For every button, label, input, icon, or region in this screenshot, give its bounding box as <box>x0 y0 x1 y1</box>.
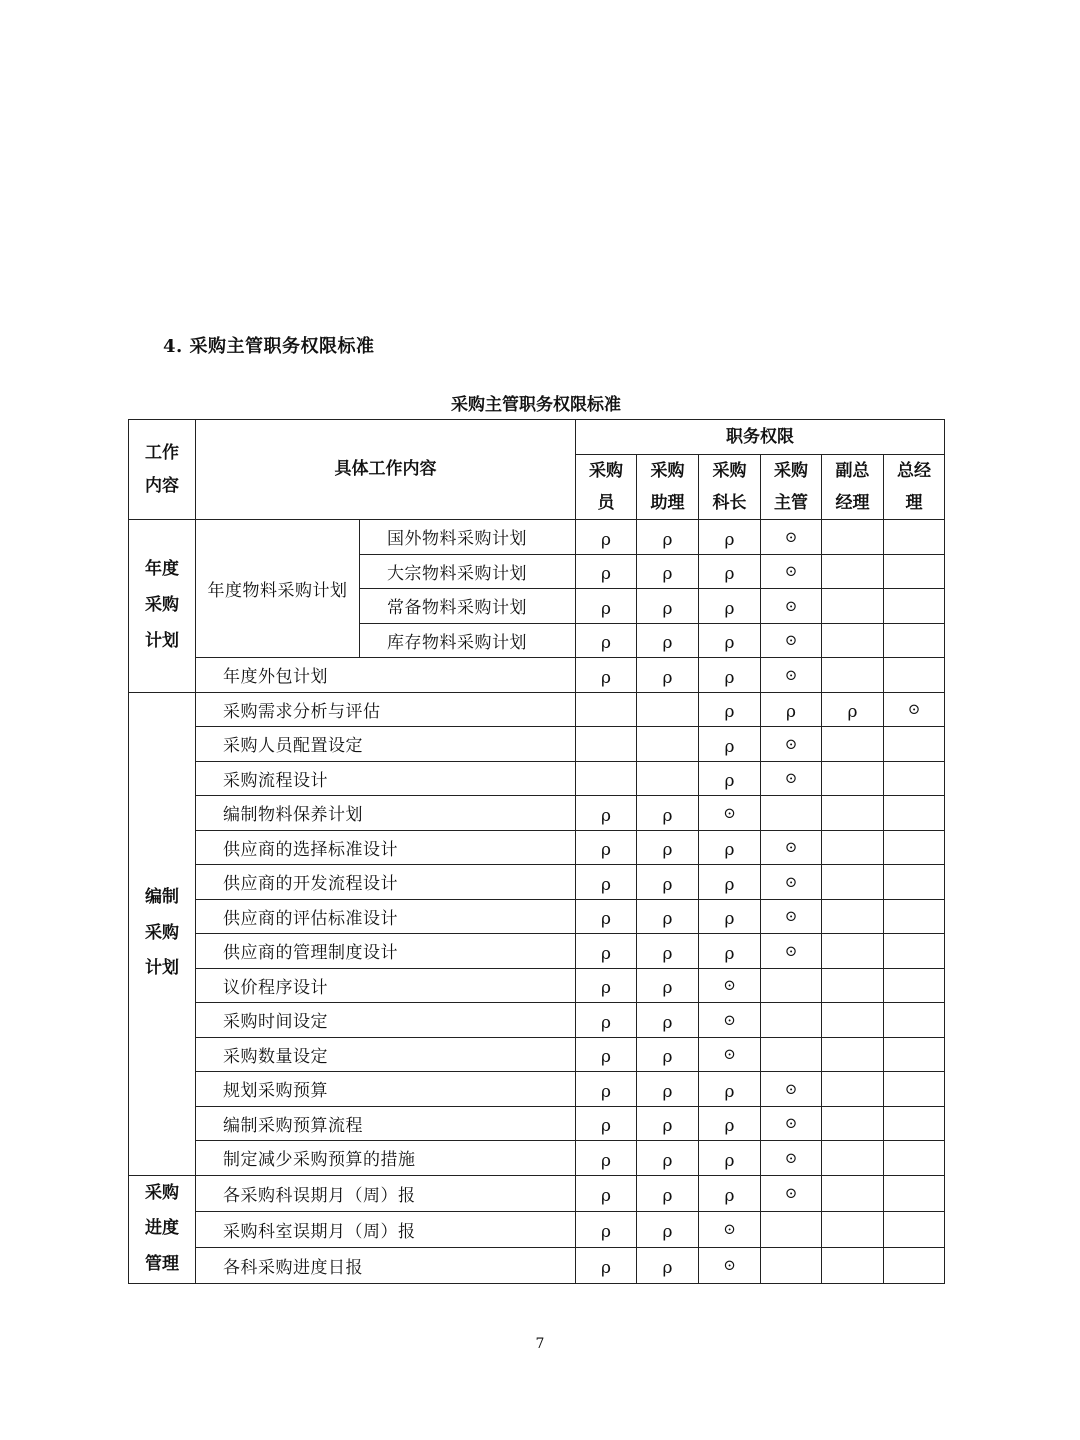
authority-mark-cell <box>761 520 822 555</box>
item-label: 采购需求分析与评估 <box>196 692 576 727</box>
item-label: 年度外包计划 <box>196 658 576 693</box>
authority-mark-cell <box>699 1141 761 1176</box>
authority-mark-cell <box>576 968 637 1003</box>
authority-mark-cell <box>699 589 761 624</box>
authority-mark-cell <box>761 1175 822 1211</box>
participate-mark: ρ <box>601 805 611 826</box>
approve-mark: ⊙ <box>784 1079 798 1098</box>
authority-mark-cell <box>884 554 945 589</box>
authority-mark-cell <box>761 1106 822 1141</box>
authority-mark-cell <box>576 761 637 796</box>
participate-mark: ρ <box>662 633 673 654</box>
authority-mark-cell <box>822 589 884 624</box>
authority-mark-cell <box>576 1175 637 1211</box>
participate-mark: ρ <box>601 667 611 688</box>
authority-mark-cell <box>761 692 822 727</box>
authority-mark-cell <box>637 1106 699 1141</box>
approve-mark: ⊙ <box>784 734 798 753</box>
category-cell: 采购 进度 管理 <box>129 1175 196 1283</box>
authority-mark-cell <box>699 830 761 865</box>
approve-mark: ⊙ <box>907 700 921 719</box>
table-row <box>129 830 945 865</box>
authority-mark-cell <box>884 968 945 1003</box>
participate-mark: ρ <box>724 943 735 964</box>
authority-mark-cell <box>761 1211 822 1247</box>
authority-mark-cell <box>822 1106 884 1141</box>
participate-mark: ρ <box>601 874 611 895</box>
authority-mark-cell <box>822 1072 884 1107</box>
authority-mark-cell <box>761 865 822 900</box>
participate-mark: ρ <box>662 805 673 826</box>
participate-mark: ρ <box>662 1081 673 1102</box>
authority-mark-cell <box>884 1003 945 1038</box>
participate-mark: ρ <box>662 564 673 585</box>
authority-mark-cell <box>761 830 822 865</box>
authority-mark-cell <box>822 692 884 727</box>
header-authority-group: 职务权限 <box>576 420 945 455</box>
item-label: 供应商的选择标准设计 <box>196 830 576 865</box>
item-label: 国外物料采购计划 <box>360 520 576 555</box>
authority-mark-cell <box>884 623 945 658</box>
authority-mark-cell <box>822 520 884 555</box>
participate-mark: ρ <box>662 667 673 688</box>
participate-mark: ρ <box>662 909 673 930</box>
participate-mark: ρ <box>724 598 735 619</box>
item-label: 采购流程设计 <box>196 761 576 796</box>
participate-mark: ρ <box>601 1047 611 1068</box>
authority-mark-cell <box>637 1072 699 1107</box>
authority-mark-cell <box>637 865 699 900</box>
authority-mark-cell <box>822 554 884 589</box>
participate-mark: ρ <box>724 909 735 930</box>
header-row-top <box>129 420 945 455</box>
participate-mark: ρ <box>662 978 673 999</box>
participate-mark: ρ <box>724 529 735 550</box>
authority-mark-cell <box>761 1247 822 1283</box>
header-role: 采购 主管 <box>761 454 822 520</box>
participate-mark: ρ <box>662 598 673 619</box>
authority-mark-cell <box>699 796 761 831</box>
authority-mark-cell <box>576 1106 637 1141</box>
table-row <box>129 1037 945 1072</box>
authority-mark-cell <box>884 1072 945 1107</box>
authority-mark-cell <box>822 968 884 1003</box>
authority-mark-cell <box>699 520 761 555</box>
authority-mark-cell <box>884 727 945 762</box>
participate-mark: ρ <box>724 667 735 688</box>
authority-mark-cell <box>884 589 945 624</box>
section-heading: 4. 采购主管职务权限标准 <box>163 336 375 357</box>
table-row <box>129 1141 945 1176</box>
authority-mark-cell <box>761 658 822 693</box>
approve-mark: ⊙ <box>784 562 798 581</box>
authority-mark-cell <box>576 1211 637 1247</box>
item-label: 规划采购预算 <box>196 1072 576 1107</box>
approve-mark: ⊙ <box>723 976 736 995</box>
participate-mark: ρ <box>662 943 673 964</box>
authority-mark-cell <box>576 1003 637 1038</box>
approve-mark: ⊙ <box>723 803 736 822</box>
participate-mark: ρ <box>724 1150 735 1171</box>
authority-mark-cell <box>884 1175 945 1211</box>
authority-mark-cell <box>699 968 761 1003</box>
participate-mark: ρ <box>601 1258 611 1279</box>
approve-mark: ⊙ <box>723 1220 736 1239</box>
table-caption: 采购主管职务权限标准 <box>451 395 621 415</box>
authority-mark-cell <box>761 934 822 969</box>
authority-mark-cell <box>761 727 822 762</box>
authority-mark-cell <box>576 692 637 727</box>
authority-mark-cell <box>884 1211 945 1247</box>
authority-mark-cell <box>822 865 884 900</box>
authority-mark-cell <box>884 934 945 969</box>
table-row <box>129 1072 945 1107</box>
authority-mark-cell <box>637 589 699 624</box>
authority-mark-cell <box>576 796 637 831</box>
table-row <box>129 796 945 831</box>
authority-mark-cell <box>884 1247 945 1283</box>
item-label: 议价程序设计 <box>196 968 576 1003</box>
authority-mark-cell <box>699 1072 761 1107</box>
authority-mark-cell <box>576 830 637 865</box>
authority-mark-cell <box>761 1141 822 1176</box>
authority-mark-cell <box>884 692 945 727</box>
authority-mark-cell <box>884 520 945 555</box>
table-row <box>129 1247 945 1283</box>
authority-mark-cell <box>637 1211 699 1247</box>
approve-mark: ⊙ <box>723 1256 736 1275</box>
authority-mark-cell <box>637 727 699 762</box>
authority-mark-cell <box>761 899 822 934</box>
item-label: 库存物料采购计划 <box>360 623 576 658</box>
table-row <box>129 968 945 1003</box>
participate-mark: ρ <box>847 702 858 723</box>
table-row <box>129 934 945 969</box>
participate-mark: ρ <box>662 840 673 861</box>
authority-mark-cell <box>699 658 761 693</box>
authority-mark-cell <box>699 1003 761 1038</box>
authority-mark-cell <box>637 1175 699 1211</box>
participate-mark: ρ <box>724 1186 735 1207</box>
authority-mark-cell <box>761 796 822 831</box>
item-label: 采购人员配置设定 <box>196 727 576 762</box>
item-label: 常备物料采购计划 <box>360 589 576 624</box>
participate-mark: ρ <box>601 564 611 585</box>
approve-mark: ⊙ <box>784 872 798 891</box>
authority-mark-cell <box>884 1141 945 1176</box>
authority-mark-cell <box>576 727 637 762</box>
item-label: 采购数量设定 <box>196 1037 576 1072</box>
authority-mark-cell <box>637 1247 699 1283</box>
participate-mark: ρ <box>724 874 735 895</box>
table-row <box>129 1211 945 1247</box>
authority-mark-cell <box>576 865 637 900</box>
authority-mark-cell <box>822 727 884 762</box>
item-label: 采购时间设定 <box>196 1003 576 1038</box>
participate-mark: ρ <box>601 1150 611 1171</box>
authority-mark-cell <box>699 865 761 900</box>
participate-mark: ρ <box>724 1116 735 1137</box>
authority-mark-cell <box>699 1106 761 1141</box>
participate-mark: ρ <box>601 1081 611 1102</box>
participate-mark: ρ <box>724 702 735 723</box>
item-label: 编制采购预算流程 <box>196 1106 576 1141</box>
authority-mark-cell <box>884 1106 945 1141</box>
header-role: 采购 员 <box>576 454 637 520</box>
authority-mark-cell <box>761 761 822 796</box>
authority-mark-cell <box>822 1037 884 1072</box>
approve-mark: ⊙ <box>784 1148 798 1167</box>
authority-mark-cell <box>576 554 637 589</box>
authority-mark-cell <box>822 830 884 865</box>
approve-mark: ⊙ <box>784 838 798 857</box>
authority-mark-cell <box>884 658 945 693</box>
authority-mark-cell <box>822 934 884 969</box>
authority-mark-cell <box>637 692 699 727</box>
authority-mark-cell <box>761 1072 822 1107</box>
authority-mark-cell <box>884 830 945 865</box>
authority-mark-cell <box>822 1003 884 1038</box>
authority-mark-cell <box>637 899 699 934</box>
authority-mark-cell <box>822 1141 884 1176</box>
approve-mark: ⊙ <box>784 527 798 546</box>
authority-mark-cell <box>884 1037 945 1072</box>
authority-mark-cell <box>699 1175 761 1211</box>
item-label: 编制物料保养计划 <box>196 796 576 831</box>
authority-mark-cell <box>637 658 699 693</box>
participate-mark: ρ <box>601 633 611 654</box>
authority-mark-cell <box>822 899 884 934</box>
authority-mark-cell <box>699 1247 761 1283</box>
participate-mark: ρ <box>786 702 796 723</box>
table-row <box>129 761 945 796</box>
authority-mark-cell <box>699 692 761 727</box>
authority-mark-cell <box>637 554 699 589</box>
participate-mark: ρ <box>662 1116 673 1137</box>
authority-mark-cell <box>576 1072 637 1107</box>
participate-mark: ρ <box>662 1150 673 1171</box>
item-label: 供应商的管理制度设计 <box>196 934 576 969</box>
header-role: 采购 助理 <box>637 454 699 520</box>
participate-mark: ρ <box>662 1012 673 1033</box>
header-specific-content: 具体工作内容 <box>196 420 576 520</box>
participate-mark: ρ <box>601 840 611 861</box>
authority-mark-cell <box>699 554 761 589</box>
authority-mark-cell <box>761 968 822 1003</box>
approve-mark: ⊙ <box>784 665 798 684</box>
page-number: 7 <box>535 1336 545 1352</box>
category-cell: 编制 采购 计划 <box>129 692 196 1175</box>
participate-mark: ρ <box>662 1186 673 1207</box>
table-row <box>129 1106 945 1141</box>
authority-mark-cell <box>576 520 637 555</box>
authority-mark-cell <box>699 761 761 796</box>
participate-mark: ρ <box>601 598 611 619</box>
authority-mark-cell <box>637 1003 699 1038</box>
authority-mark-cell <box>637 934 699 969</box>
authority-mark-cell <box>699 934 761 969</box>
authority-mark-cell <box>761 1003 822 1038</box>
participate-mark: ρ <box>601 1012 611 1033</box>
participate-mark: ρ <box>601 909 611 930</box>
table-row <box>129 899 945 934</box>
approve-mark: ⊙ <box>784 769 798 788</box>
authority-mark-cell <box>637 830 699 865</box>
authority-table <box>128 419 945 1284</box>
participate-mark: ρ <box>662 1258 673 1279</box>
approve-mark: ⊙ <box>723 1045 736 1064</box>
item-label: 制定减少采购预算的措施 <box>196 1141 576 1176</box>
authority-mark-cell <box>637 1141 699 1176</box>
header-role: 采购 科长 <box>699 454 761 520</box>
authority-mark-cell <box>576 1141 637 1176</box>
authority-mark-cell <box>576 934 637 969</box>
authority-mark-cell <box>576 589 637 624</box>
authority-mark-cell <box>637 761 699 796</box>
authority-mark-cell <box>699 1037 761 1072</box>
authority-mark-cell <box>761 554 822 589</box>
approve-mark: ⊙ <box>784 1114 798 1133</box>
participate-mark: ρ <box>724 564 735 585</box>
participate-mark: ρ <box>724 840 735 861</box>
authority-mark-cell <box>699 899 761 934</box>
approve-mark: ⊙ <box>784 596 798 615</box>
authority-mark-cell <box>822 1175 884 1211</box>
authority-mark-cell <box>822 796 884 831</box>
header-role: 副总 经理 <box>822 454 884 520</box>
participate-mark: ρ <box>601 1222 611 1243</box>
authority-mark-cell <box>822 761 884 796</box>
participate-mark: ρ <box>724 1081 735 1102</box>
authority-mark-cell <box>884 796 945 831</box>
participate-mark: ρ <box>601 978 611 999</box>
table-row <box>129 727 945 762</box>
approve-mark: ⊙ <box>723 1010 736 1029</box>
item-label: 各采购科误期月（周）报 <box>196 1175 576 1211</box>
participate-mark: ρ <box>724 771 735 792</box>
header-role: 总经 理 <box>884 454 945 520</box>
authority-mark-cell <box>822 658 884 693</box>
approve-mark: ⊙ <box>784 1184 798 1203</box>
table-row <box>129 520 945 555</box>
authority-mark-cell <box>576 899 637 934</box>
header-work-content: 工作 内容 <box>129 420 196 520</box>
item-label: 各科采购进度日报 <box>196 1247 576 1283</box>
authority-mark-cell <box>699 1211 761 1247</box>
authority-mark-cell <box>761 589 822 624</box>
authority-mark-cell <box>576 1247 637 1283</box>
category-cell: 年度 采购 计划 <box>129 520 196 693</box>
table-row <box>129 658 945 693</box>
authority-mark-cell <box>576 658 637 693</box>
authority-mark-cell <box>822 1247 884 1283</box>
item-label: 大宗物料采购计划 <box>360 554 576 589</box>
participate-mark: ρ <box>662 874 673 895</box>
authority-mark-cell <box>637 623 699 658</box>
approve-mark: ⊙ <box>784 631 798 650</box>
approve-mark: ⊙ <box>784 907 798 926</box>
participate-mark: ρ <box>662 1047 673 1068</box>
authority-mark-cell <box>576 623 637 658</box>
participate-mark: ρ <box>601 1186 611 1207</box>
parent-item-cell: 年度物料采购计划 <box>196 520 360 658</box>
participate-mark: ρ <box>724 736 735 757</box>
authority-mark-cell <box>576 1037 637 1072</box>
authority-mark-cell <box>884 865 945 900</box>
authority-mark-cell <box>637 1037 699 1072</box>
table-row <box>129 1003 945 1038</box>
participate-mark: ρ <box>662 529 673 550</box>
table-row <box>129 1175 945 1211</box>
authority-mark-cell <box>637 796 699 831</box>
item-label: 供应商的开发流程设计 <box>196 865 576 900</box>
authority-mark-cell <box>637 520 699 555</box>
table-row <box>129 692 945 727</box>
authority-mark-cell <box>761 623 822 658</box>
participate-mark: ρ <box>601 529 611 550</box>
authority-mark-cell <box>761 1037 822 1072</box>
authority-mark-cell <box>822 1211 884 1247</box>
participate-mark: ρ <box>601 1116 611 1137</box>
participate-mark: ρ <box>724 633 735 654</box>
item-label: 供应商的评估标准设计 <box>196 899 576 934</box>
participate-mark: ρ <box>662 1222 673 1243</box>
authority-mark-cell <box>822 623 884 658</box>
authority-mark-cell <box>699 623 761 658</box>
authority-mark-cell <box>884 899 945 934</box>
approve-mark: ⊙ <box>784 941 798 960</box>
table-body <box>129 420 945 1284</box>
authority-mark-cell <box>637 968 699 1003</box>
authority-mark-cell <box>699 727 761 762</box>
participate-mark: ρ <box>601 943 611 964</box>
table-row <box>129 865 945 900</box>
item-label: 采购科室误期月（周）报 <box>196 1211 576 1247</box>
authority-mark-cell <box>884 761 945 796</box>
